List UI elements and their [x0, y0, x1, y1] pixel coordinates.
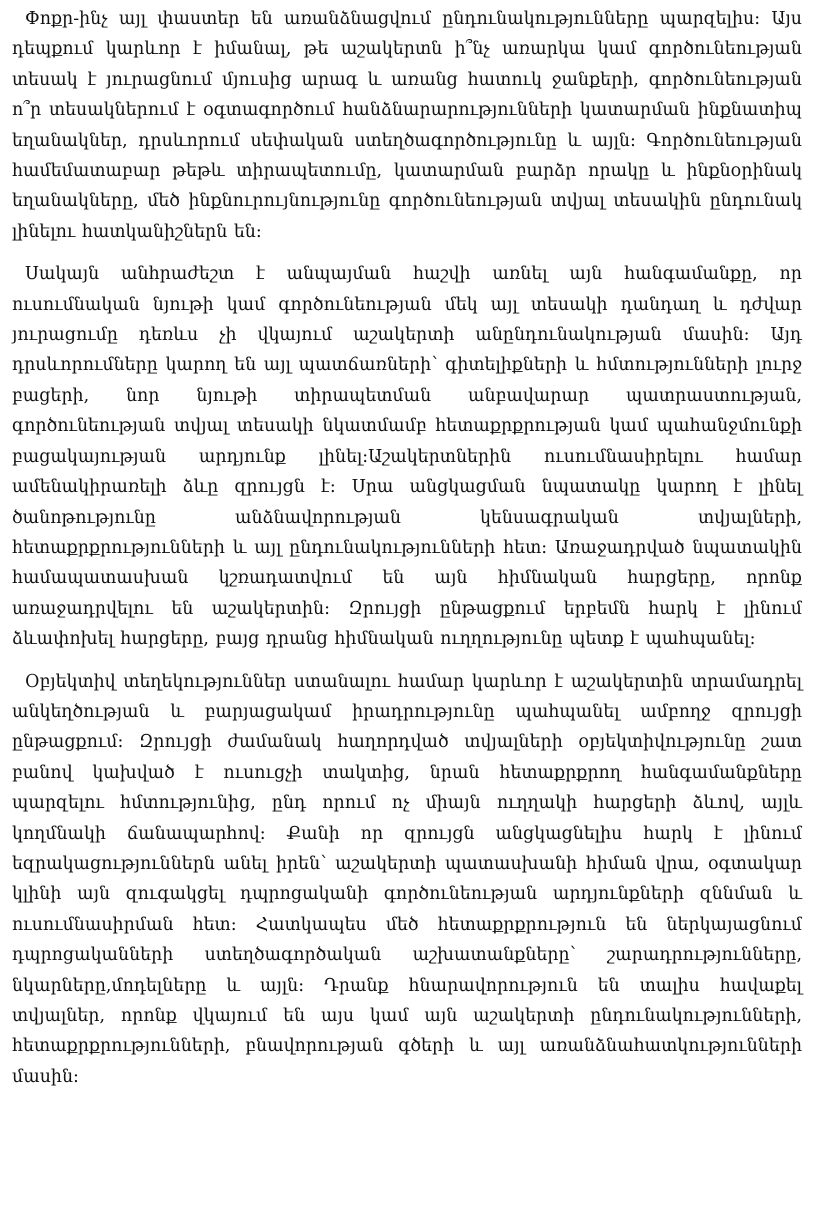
paragraph-slow-learning-and-conversation: Սակայն անհրաժեշտ է անպայման հաշվի առնել այն հանգամանքը, որ ուսումնական նյութի կամ գործունեության մեկ այլ տեսակի դանդաղ և դժվար յուրացումը դեռևս չի վկայում աշակերտի անընդունակության մասին: Այդ դրսևորումները կարող են այլ պատճառների՝ գիտելիքների և հմտությունների լուրջ բացերի, նոր նյութի տիրապետման անբավարար պատրաստության, գործունեության տվյալ տեսակի նկատմամբ հետաքրքրության կամ պահանջմունքի բացակայության արդյունք լինել:Աշակերտներին ուսումնասիրելու համար ամենակիրառելի ձևը զրույցն է: Սրա անցկացման նպատակը կարող է լինել ծանոթությունը անձնավորության կենսագրական տվյալների, հետաքրքրությունների և այլ ընդունակությունների հետ: Առաջադրված նպատակին համապատասխան կշռադատվում են այն հիմնական հարցերը, որոնք առաջադրվելու են աշակերտին: Զրույցի ընթացքում երբեմն հարկ է լինում ձևափոխել հարցերը, բայց դրանց հիմնական ուղղությունը պետք է պահպանել: [12, 264, 802, 650]
paragraph-objective-information: Օբյեկտիվ տեղեկություններ ստանալու համար կարևոր է աշակերտին տրամադրել անկեղծության և բարյացակամ իրադրությունը պահպանել ամբողջ զրույցի ընթացքում: Զրույցի ժամանակ հաղորդված տվյալների օբյեկտիվությունը շատ բանով կախված է ուսուցչի տակտից, նրան հետաքրքրող հանգամանքները պարզելու հմտությունից, ընդ որում ոչ միայն ուղղակի հարցերի ձևով, այլև կողմնակի ճանապարհով: Քանի որ զրույցն անցկացնելիս հարկ է լինում եզրակացություններն անել իրեն՝ աշակերտի պատասխանի հիման վրա, օգտակար կլինի այն զուգակցել դպրոցականի գործունեության արդյունքների զննման և ուսումնասիրման հետ: Հատկապես մեծ հետաքրքրություն են ներկայացնում դպրոցականների ստեղծագործական աշխատանքները՝ շարադրությունները, նկարները,մոդելները և այլն: Դրանք հնարավորություն են տալիս հավաքել տվյալներ, որոնք վկայում են այս կամ այն աշակերտի ընդունակությունների, հետաքրքրությունների, բնավորության գծերի և այլ առանձնահատկությունների մասին: [12, 671, 802, 1087]
paragraph-abilities-identification: Փոքր-ինչ այլ փաստեր են առանձնացվում ընդունակությունները պարզելիս: Այս դեպքում կարևոր է իմանալ, թե աշակերտն ի՞նչ առարկա կամ գործունեության տեսակ է յուրացնում մյուսից արագ և առանց հատուկ ջանքերի, գործունեության ո՞ր տեսակներում է օգտագործում հանձնարարությունների կատարման ինքնատիպ եղանակներ, դրսևորում սեփական ստեղծագործությունը և այլն: Գործունեության համեմատաբար թեթև տիրապետումը, կատարման բարձր որակը և ինքնօրինակ եղանակները, մեծ ինքնուրույնությունը գործունեության տվյալ տեսակին ընդունակ լինելու հատկանիշներն են: [12, 9, 802, 242]
